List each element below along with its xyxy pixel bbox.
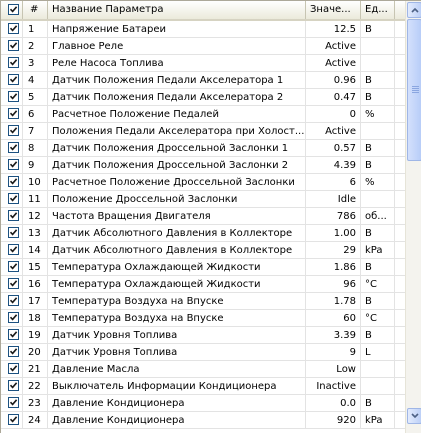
parameter-name: Давление Кондиционера (48, 395, 306, 411)
table-row[interactable] (1, 259, 405, 276)
parameter-name: Выключатель Информации Кондиционера (48, 378, 306, 394)
parameter-name: Давление Кондиционера (48, 412, 306, 428)
row-checkbox-cell[interactable] (1, 89, 23, 105)
parameter-name: Расчетное Положение Педалей (48, 106, 306, 122)
row-checkbox-cell[interactable] (1, 208, 23, 224)
vertical-scrollbar[interactable] (405, 1, 421, 433)
row-checkbox[interactable] (8, 346, 19, 357)
row-checkbox-cell[interactable] (1, 395, 23, 411)
parameter-name: Датчик Положения Педали Акселератора 1 (48, 72, 306, 88)
table-row[interactable] (1, 38, 405, 55)
parameter-value: Low (306, 361, 361, 377)
table-row[interactable] (1, 55, 405, 72)
row-number: 21 (23, 361, 48, 377)
row-checkbox[interactable] (8, 227, 19, 238)
row-checkbox[interactable] (8, 91, 19, 102)
table-row[interactable] (1, 344, 405, 361)
parameter-unit: В (361, 259, 395, 275)
parameter-unit: °C (361, 310, 395, 326)
row-checkbox-cell[interactable] (1, 327, 23, 343)
row-checkbox-cell[interactable] (1, 225, 23, 241)
checkmark-icon (9, 211, 18, 220)
checkmark-icon (9, 296, 18, 305)
table-row[interactable] (1, 310, 405, 327)
parameter-value: 1.78 (306, 293, 361, 309)
row-number: 23 (23, 395, 48, 411)
parameter-value: Active (306, 123, 361, 139)
row-number: 4 (23, 72, 48, 88)
checkmark-icon (9, 160, 18, 169)
scroll-up-button[interactable] (407, 2, 421, 18)
chevron-down-icon (411, 413, 419, 419)
column-header-name[interactable]: Название Параметра (48, 1, 306, 19)
parameter-name: Реле Насоса Топлива (48, 55, 306, 71)
parameter-value: 0.0 (306, 395, 361, 411)
checkmark-icon (9, 92, 18, 101)
row-checkbox-cell[interactable] (1, 106, 23, 122)
row-number: 12 (23, 208, 48, 224)
parameter-unit: kPa (361, 412, 395, 428)
table-row[interactable] (1, 174, 405, 191)
parameter-unit: В (361, 21, 395, 37)
parameter-unit: % (361, 106, 395, 122)
checkmark-icon (9, 245, 18, 254)
parameter-value: 0.57 (306, 140, 361, 156)
parameter-value: 12.5 (306, 21, 361, 37)
checkmark-icon (9, 381, 18, 390)
row-number: 16 (23, 276, 48, 292)
column-header-number[interactable]: # (23, 1, 48, 19)
grid-header (1, 1, 405, 21)
checkmark-icon (9, 313, 18, 322)
parameter-unit: об... (361, 208, 395, 224)
parameter-value: 60 (306, 310, 361, 326)
row-checkbox-cell[interactable] (1, 310, 23, 326)
row-checkbox-cell[interactable] (1, 259, 23, 275)
parameter-value: 0 (306, 106, 361, 122)
row-checkbox-cell[interactable] (1, 72, 23, 88)
parameter-unit: В (361, 157, 395, 173)
scroll-down-button[interactable] (407, 408, 421, 424)
parameter-name: Датчик Уровня Топлива (48, 344, 306, 360)
parameter-unit: В (361, 395, 395, 411)
parameter-name: Частота Вращения Двигателя (48, 208, 306, 224)
parameter-name: Положения Педали Акселератора при Холост... (48, 123, 306, 139)
table-row[interactable] (1, 395, 405, 412)
parameter-value: 1.00 (306, 225, 361, 241)
parameter-unit: L (361, 344, 395, 360)
parameter-name: Температура Воздуха на Впуске (48, 293, 306, 309)
checkmark-icon (9, 126, 18, 135)
row-checkbox-cell[interactable] (1, 157, 23, 173)
parameter-value: 29 (306, 242, 361, 258)
row-checkbox[interactable] (8, 125, 19, 136)
parameter-unit: В (361, 327, 395, 343)
table-row[interactable] (1, 157, 405, 174)
checkmark-icon (9, 109, 18, 118)
row-checkbox-cell[interactable] (1, 21, 23, 37)
parameter-value: 6 (306, 174, 361, 190)
row-checkbox[interactable] (8, 363, 19, 374)
parameter-name: Положение Дроссельной Заслонки (48, 191, 306, 207)
checkmark-icon (9, 177, 18, 186)
parameter-value: 3.39 (306, 327, 361, 343)
parameter-name: Датчик Положения Педали Акселератора 2 (48, 89, 306, 105)
parameter-value: Active (306, 38, 361, 54)
checkmark-icon (9, 24, 18, 33)
table-row[interactable] (1, 276, 405, 293)
table-row[interactable] (1, 412, 405, 429)
column-header-unit[interactable]: Ед... (361, 1, 395, 19)
parameter-name: Температура Охлаждающей Жидкости (48, 259, 306, 275)
parameter-value: Inactive (306, 378, 361, 394)
parameter-name: Расчетное Положение Дроссельной Заслонки (48, 174, 306, 190)
parameter-name: Напряжение Батареи (48, 21, 306, 37)
row-checkbox[interactable] (8, 108, 19, 119)
row-checkbox[interactable] (8, 414, 19, 425)
table-row[interactable] (1, 191, 405, 208)
checkmark-icon (9, 415, 18, 424)
row-checkbox-cell[interactable] (1, 361, 23, 377)
parameter-value: Idle (306, 191, 361, 207)
row-checkbox-cell[interactable] (1, 293, 23, 309)
checkmark-icon (9, 194, 18, 203)
parameter-value: 4.39 (306, 157, 361, 173)
parameter-unit (361, 378, 395, 394)
select-all-checkbox[interactable] (8, 4, 19, 15)
parameter-unit (361, 361, 395, 377)
row-checkbox[interactable] (8, 244, 19, 255)
row-number: 15 (23, 259, 48, 275)
parameter-value: 0.47 (306, 89, 361, 105)
row-number: 6 (23, 106, 48, 122)
parameter-name: Температура Охлаждающей Жидкости (48, 276, 306, 292)
checkmark-icon (9, 228, 18, 237)
row-checkbox[interactable] (8, 40, 19, 51)
parameter-value: 9 (306, 344, 361, 360)
row-checkbox[interactable] (8, 142, 19, 153)
row-checkbox-cell[interactable] (1, 191, 23, 207)
parameter-name: Датчик Абсолютного Давления в Коллекторе (48, 242, 306, 258)
parameter-unit: В (361, 293, 395, 309)
parameter-value: 96 (306, 276, 361, 292)
row-checkbox[interactable] (8, 278, 19, 289)
checkmark-icon (9, 58, 18, 67)
parameter-name: Датчик Абсолютного Давления в Коллекторе (48, 225, 306, 241)
table-row[interactable] (1, 106, 405, 123)
parameter-name: Датчик Уровня Топлива (48, 327, 306, 343)
row-number: 20 (23, 344, 48, 360)
checkmark-icon (9, 41, 18, 50)
row-checkbox[interactable] (8, 57, 19, 68)
column-header-value[interactable]: Значе... (306, 1, 361, 19)
checkmark-icon (9, 5, 18, 14)
table-row[interactable] (1, 72, 405, 89)
parameter-unit: % (361, 174, 395, 190)
row-checkbox[interactable] (8, 380, 19, 391)
row-number: 9 (23, 157, 48, 173)
grid-body (1, 21, 405, 429)
parameter-value: Active (306, 55, 361, 71)
row-checkbox[interactable] (8, 397, 19, 408)
row-checkbox-cell[interactable] (1, 174, 23, 190)
row-number: 24 (23, 412, 48, 428)
row-checkbox[interactable] (8, 176, 19, 187)
table-row[interactable] (1, 225, 405, 242)
checkmark-icon (9, 262, 18, 271)
row-checkbox[interactable] (8, 261, 19, 272)
row-number: 5 (23, 89, 48, 105)
table-row[interactable] (1, 378, 405, 395)
parameter-name: Датчик Положения Дроссельной Заслонки 2 (48, 157, 306, 173)
parameter-unit: В (361, 225, 395, 241)
table-row[interactable] (1, 208, 405, 225)
row-number: 2 (23, 38, 48, 54)
checkmark-icon (9, 330, 18, 339)
row-checkbox[interactable] (8, 159, 19, 170)
table-row[interactable] (1, 123, 405, 140)
parameter-value: 920 (306, 412, 361, 428)
header-checkbox-cell[interactable] (1, 1, 23, 19)
row-number: 3 (23, 55, 48, 71)
row-checkbox[interactable] (8, 295, 19, 306)
parameter-unit: В (361, 89, 395, 105)
parameter-unit: °C (361, 276, 395, 292)
checkmark-icon (9, 398, 18, 407)
row-checkbox[interactable] (8, 23, 19, 34)
row-number: 8 (23, 140, 48, 156)
row-number: 10 (23, 174, 48, 190)
table-row[interactable] (1, 89, 405, 106)
row-number: 7 (23, 123, 48, 139)
table-row[interactable] (1, 327, 405, 344)
row-number: 17 (23, 293, 48, 309)
parameter-unit (361, 191, 395, 207)
parameter-name: Температура Воздуха на Впуске (48, 310, 306, 326)
row-number: 22 (23, 378, 48, 394)
row-number: 14 (23, 242, 48, 258)
row-number: 19 (23, 327, 48, 343)
parameter-value: 1.86 (306, 259, 361, 275)
row-checkbox-cell[interactable] (1, 344, 23, 360)
parameter-name: Датчик Положения Дроссельной Заслонки 1 (48, 140, 306, 156)
parameter-unit: В (361, 72, 395, 88)
table-row[interactable] (1, 242, 405, 259)
row-checkbox-cell[interactable] (1, 412, 23, 428)
chevron-up-icon (411, 7, 419, 13)
table-row[interactable] (1, 361, 405, 378)
row-checkbox-cell[interactable] (1, 378, 23, 394)
row-checkbox-cell[interactable] (1, 276, 23, 292)
checkmark-icon (9, 364, 18, 373)
row-checkbox-cell[interactable] (1, 242, 23, 258)
table-row[interactable] (1, 293, 405, 310)
parameter-value: 786 (306, 208, 361, 224)
checkmark-icon (9, 143, 18, 152)
scroll-thumb[interactable] (407, 19, 421, 161)
row-checkbox-cell[interactable] (1, 140, 23, 156)
row-number: 1 (23, 21, 48, 37)
checkmark-icon (9, 279, 18, 288)
row-checkbox-cell[interactable] (1, 38, 23, 54)
parameter-unit: kPa (361, 242, 395, 258)
table-row[interactable] (1, 21, 405, 38)
parameter-unit (361, 38, 395, 54)
row-checkbox[interactable] (8, 312, 19, 323)
parameter-value: 0.96 (306, 72, 361, 88)
checkmark-icon (9, 347, 18, 356)
row-number: 11 (23, 191, 48, 207)
parameter-name: Давление Масла (48, 361, 306, 377)
row-checkbox-cell[interactable] (1, 55, 23, 71)
checkmark-icon (9, 75, 18, 84)
row-checkbox[interactable] (8, 329, 19, 340)
row-number: 13 (23, 225, 48, 241)
row-checkbox[interactable] (8, 210, 19, 221)
parameter-name: Главное Реле (48, 38, 306, 54)
row-checkbox[interactable] (8, 74, 19, 85)
row-number: 18 (23, 310, 48, 326)
parameter-unit: В (361, 140, 395, 156)
row-checkbox-cell[interactable] (1, 123, 23, 139)
parameter-unit (361, 55, 395, 71)
row-checkbox[interactable] (8, 193, 19, 204)
table-row[interactable] (1, 140, 405, 157)
parameter-unit (361, 123, 395, 139)
